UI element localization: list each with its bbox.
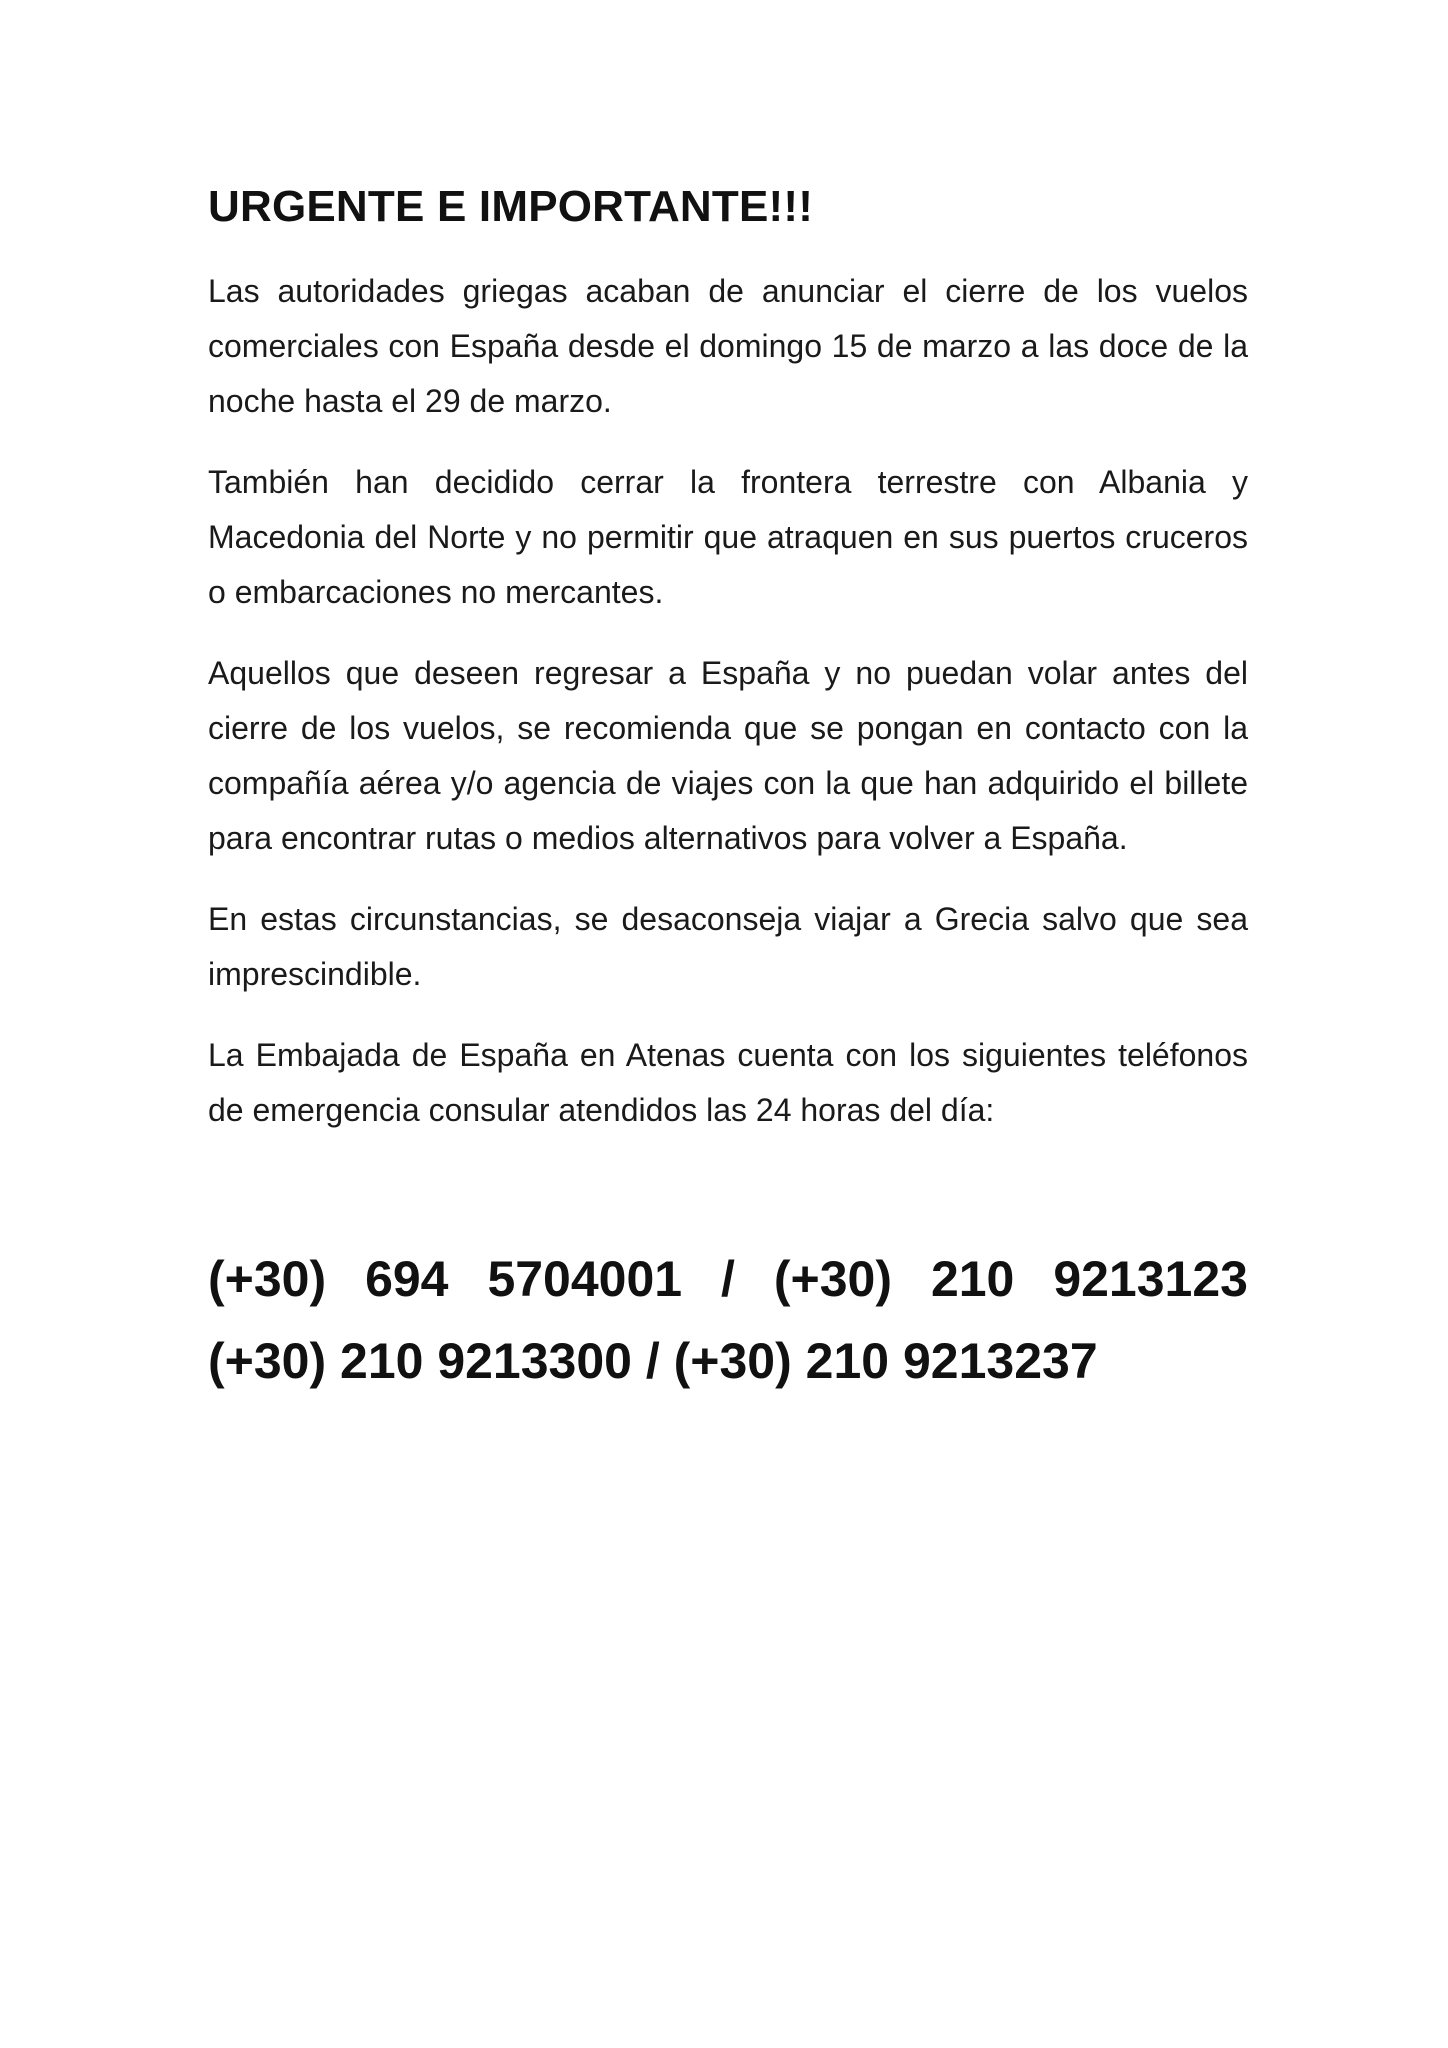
paragraph-return-advice: Aquellos que deseen regresar a España y no puedan volar antes del cierre de los vuelos, se recomienda que se pongan en contacto con la compañía aérea y/o agencia de viajes con la que han adquirido el billete para encontrar rutas o medios alternativos para volver a España. bbox=[208, 655, 1248, 856]
phone-token: (+30) bbox=[773, 1251, 892, 1307]
phone-token: 5704001 bbox=[487, 1251, 683, 1307]
phone-token: 694 bbox=[365, 1251, 449, 1307]
paragraph-border-closure: También han decidido cerrar la frontera terrestre con Albania y Macedonia del Norte y no permitir que atraquen en sus puertos cruceros o embarcaciones no mercantes. bbox=[208, 464, 1248, 610]
paragraph-embassy-contact: La Embajada de España en Atenas cuenta con los siguientes teléfonos de emergencia consular atendidos las 24 horas del día: bbox=[208, 1037, 1248, 1128]
phone-line-1 bbox=[208, 1238, 1248, 1320]
phone-line-2: (+30) 210 9213300 / (+30) 210 9213237 bbox=[208, 1333, 1098, 1389]
document-page bbox=[208, 180, 1248, 1402]
phone-token: (+30) bbox=[208, 1251, 327, 1307]
paragraph-travel-warning: En estas circunstancias, se desaconseja viajar a Grecia salvo que sea imprescindible. bbox=[208, 901, 1248, 992]
phone-token: 9213123 bbox=[1053, 1251, 1248, 1307]
phone-separator: / bbox=[721, 1251, 735, 1307]
document-title: URGENTE E IMPORTANTE!!! bbox=[208, 182, 814, 231]
phone-token: 210 bbox=[930, 1251, 1015, 1307]
emergency-phones bbox=[208, 1238, 1248, 1402]
paragraph-flights-closure: Las autoridades griegas acaban de anunciar el cierre de los vuelos comerciales con España desde el domingo 15 de marzo a las doce de la noche hasta el 29 de marzo. bbox=[208, 273, 1248, 419]
